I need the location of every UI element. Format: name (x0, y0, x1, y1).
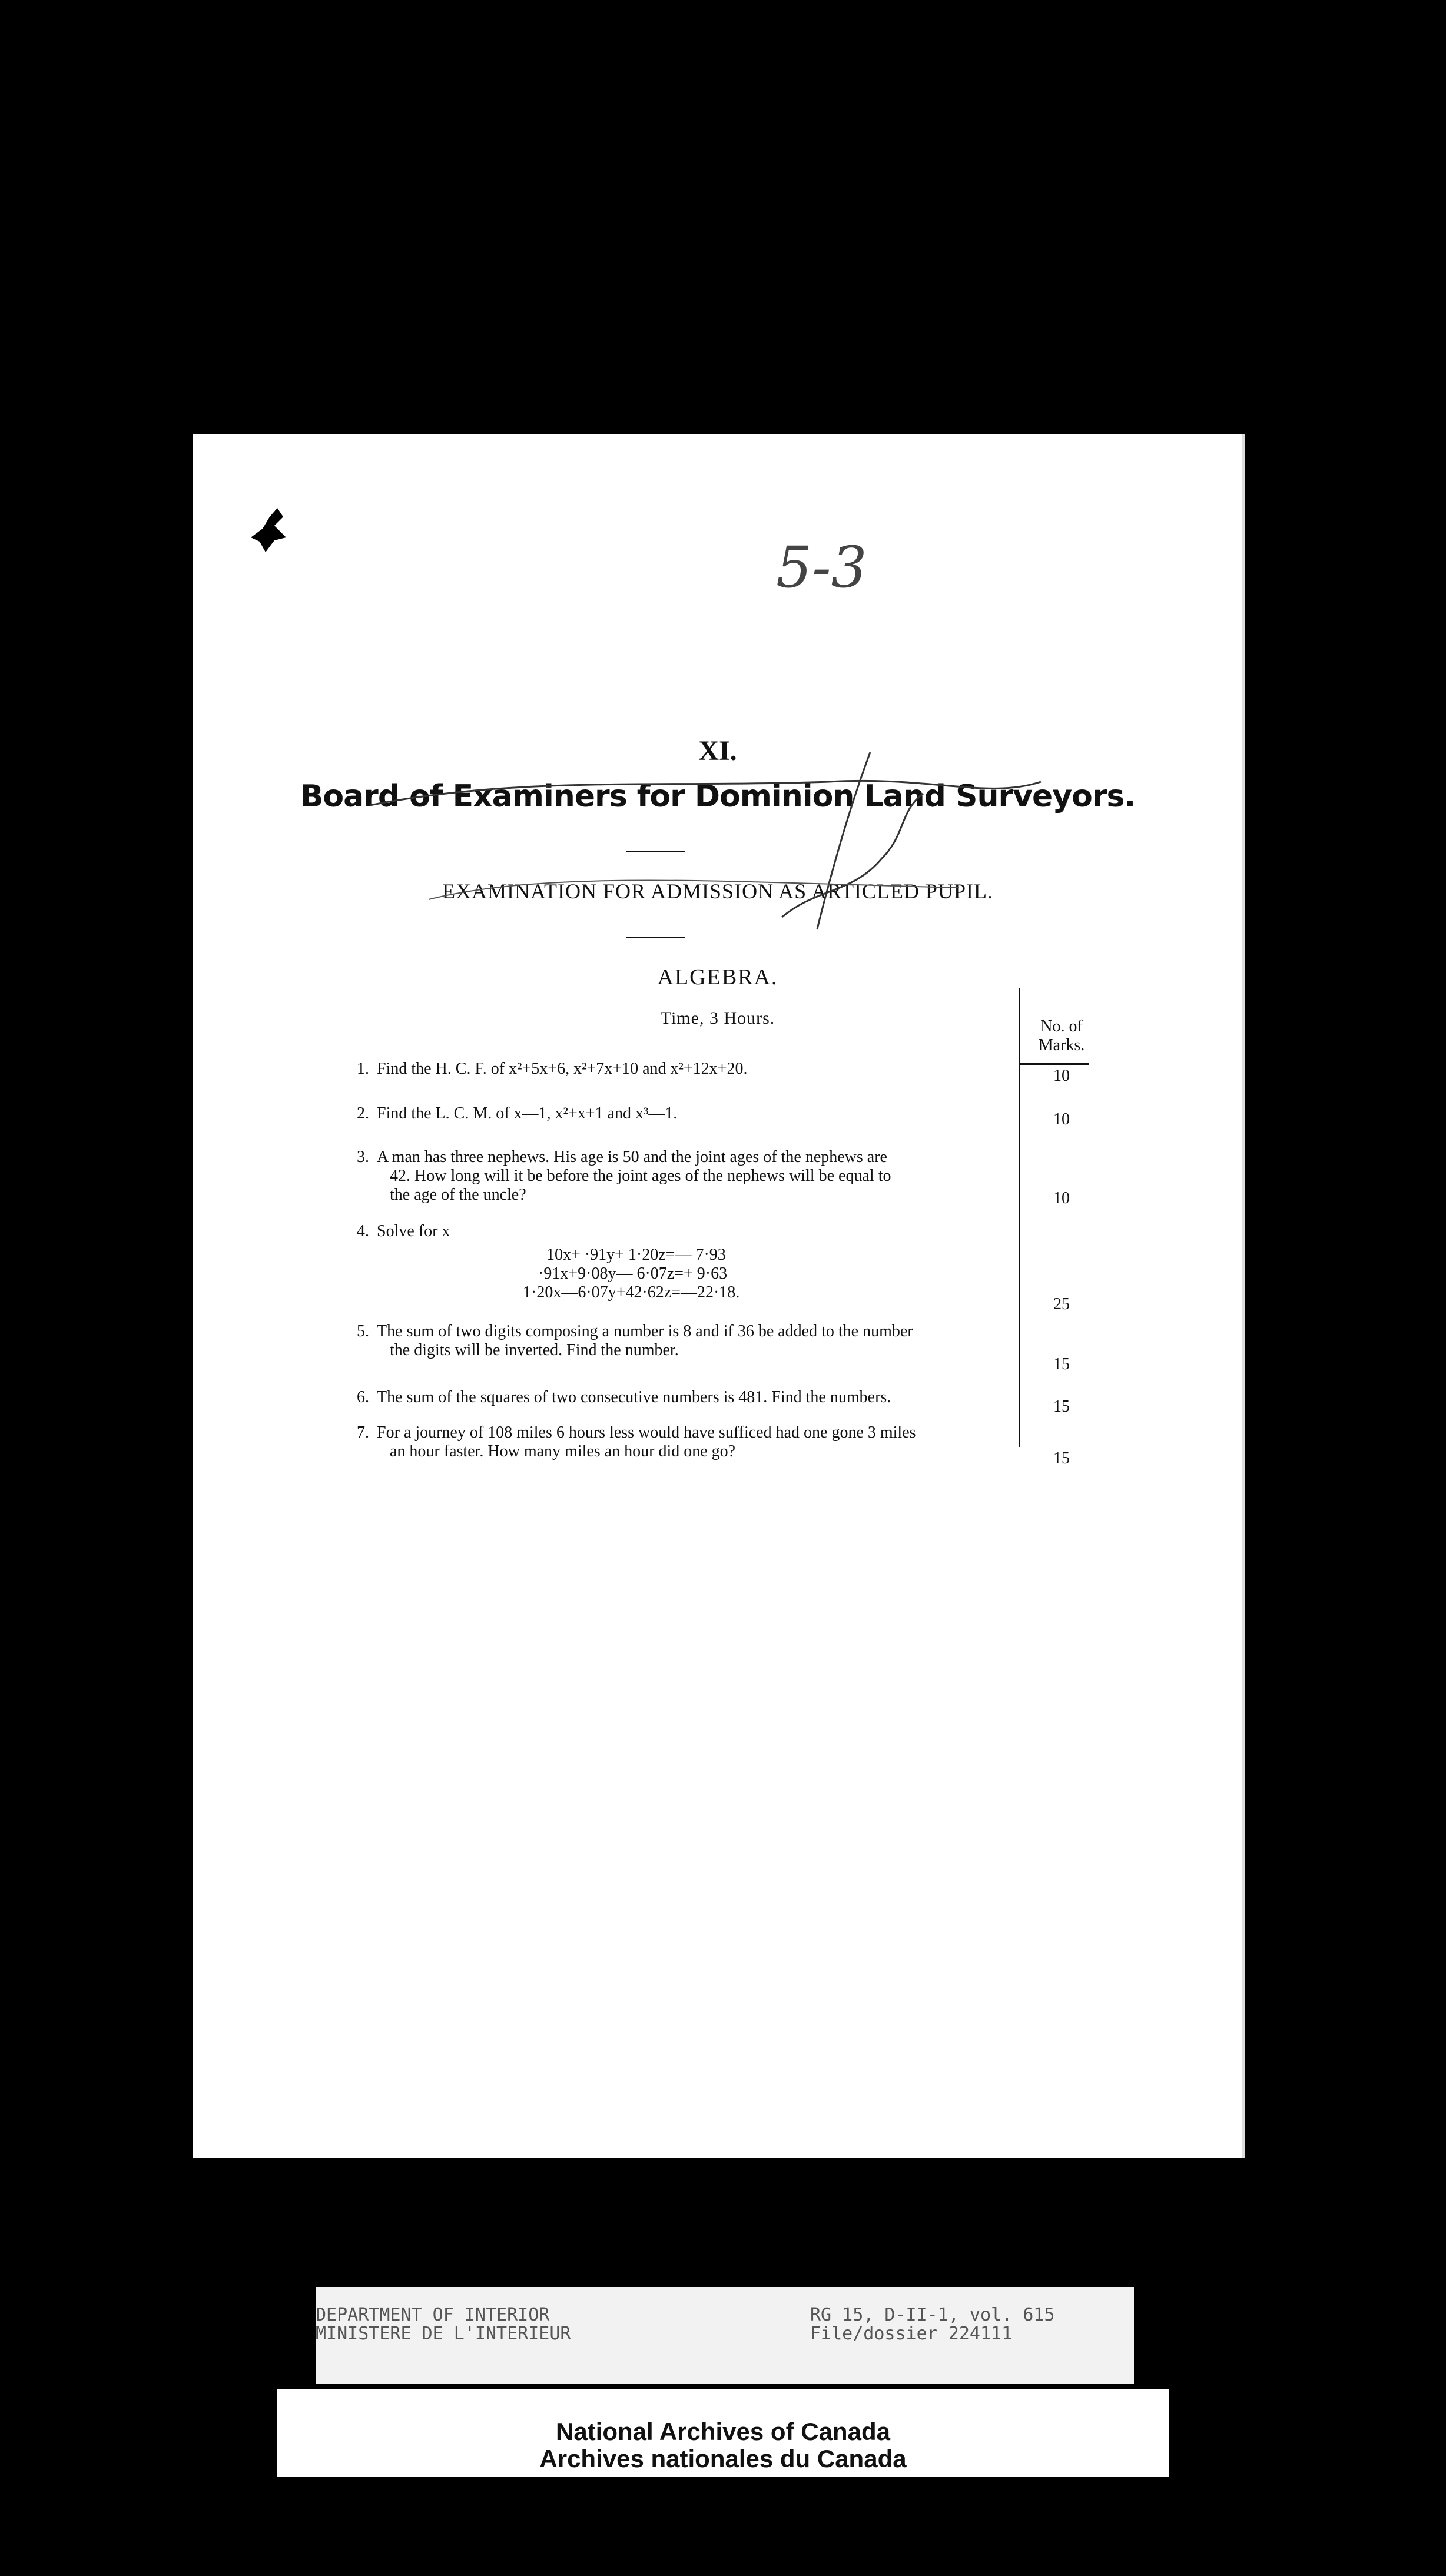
marks-q4: 25 (1053, 1295, 1070, 1313)
archive-reference-1: RG 15, D-II-1, vol. 615 (810, 2305, 1055, 2325)
question-6: 6. The sum of the squares of two consecutive numbers is 481. Find the numbers. (357, 1388, 891, 1406)
ink-blot-icon (245, 505, 292, 558)
archive-name-fr: Archives nationales du Canada (539, 2445, 907, 2472)
document-title: Board of Examiners for Dominion Land Surveyors. (300, 779, 1136, 814)
question-7: 7. For a journey of 108 miles 6 hours less would have sufficed had one gone 3 miles an hour faster. How many miles an hour did one go? (357, 1423, 916, 1460)
question-1: 1. Find the H. C. F. of x²+5x+6, x²+7x+10 and x²+12x+20. (357, 1060, 748, 1078)
question-3: 3. A man has three nephews. His age is 50 and the joint ages of the nephews are 42. How long will it be before the joint ages of the nephews will be equal to the age of the uncle? (357, 1148, 891, 1204)
marks-q3: 10 (1053, 1189, 1070, 1207)
pen-scribble (370, 741, 1076, 964)
series-number: XI. (698, 735, 737, 766)
marks-q2: 10 (1053, 1110, 1070, 1128)
exam-subtitle: EXAMINATION FOR ADMISSION AS ARTICLED PUPIL. (442, 879, 993, 903)
marks-q7: 15 (1053, 1449, 1070, 1468)
equation-2: ·91x+9·08y— 6·07z=+ 9·63 (538, 1264, 728, 1283)
question-5: 5. The sum of two digits composing a number is 8 and if 36 be added to the number the digits will be inverted. Find the number. (357, 1322, 913, 1359)
pencil-annotation: 5-3 (776, 535, 867, 600)
archive-name-en: National Archives of Canada (556, 2418, 890, 2445)
question-2: 2. Find the L. C. M. of x—1, x²+x+1 and x³—1. (357, 1104, 678, 1123)
equation-1: 10x+ ·91y+ 1·20z=— 7·93 (546, 1246, 726, 1264)
archive-reference-2: File/dossier 224111 (810, 2323, 1013, 2344)
archive-footer (277, 2389, 1169, 2477)
question-4: 4. Solve for x (357, 1222, 450, 1240)
marks-q5: 15 (1053, 1355, 1070, 1373)
marks-column-header: No. of Marks. (1038, 1017, 1085, 1054)
department-en: DEPARTMENT OF INTERIOR (316, 2305, 550, 2325)
marks-column-rule (1019, 988, 1020, 1447)
subject-heading: ALGEBRA. (657, 965, 778, 990)
marks-q6: 15 (1053, 1397, 1070, 1416)
archive-reference-label (316, 2287, 1134, 2384)
exam-page (193, 434, 1242, 2158)
time-allowed: Time, 3 Hours. (660, 1008, 775, 1028)
department-fr: MINISTERE DE L'INTERIEUR (316, 2323, 571, 2344)
equation-3: 1·20x—6·07y+42·62z=—22·18. (523, 1283, 740, 1302)
marks-q1: 10 (1053, 1067, 1070, 1085)
